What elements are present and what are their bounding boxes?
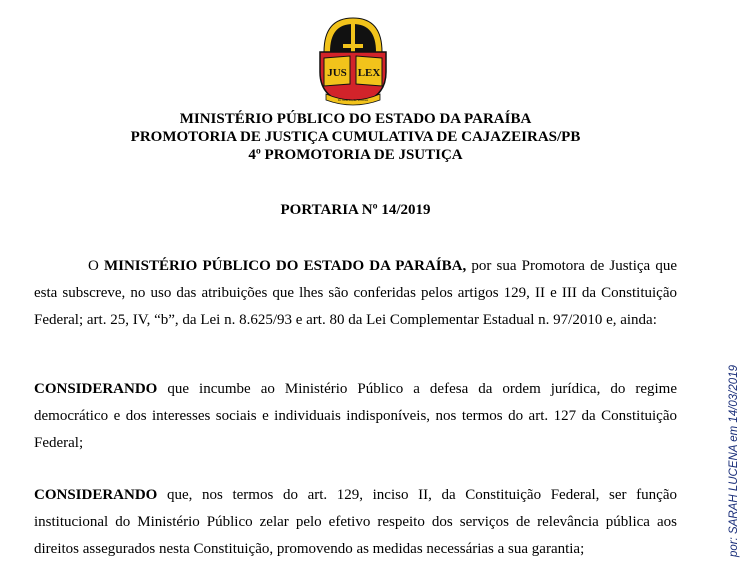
considerando-keyword: CONSIDERANDO: [34, 487, 158, 503]
emblem-motto: In Judicio, In Veritate: [337, 98, 369, 102]
signature-stamp-note: [724, 352, 744, 570]
emblem-left-band: JUS: [327, 67, 347, 79]
shield-icon: [316, 14, 390, 108]
intro-paragraph: [34, 253, 677, 334]
header-ministry: MINISTÉRIO PÚBLICO DO ESTADO DA PARAÍBA: [179, 111, 532, 127]
document-title: PORTARIA Nº 14/2019: [280, 202, 431, 218]
emblem-right-band: LEX: [357, 67, 381, 79]
considerando-text: que, nos termos do art. 129, inciso II, da Constituição Federal, ser função institucional do Ministério Público zelar pelo efetivo respeito dos serviços de relevância pública aos direitos assegurados nesta Constituição, promovendo as medidas necessárias a sua garantia;: [34, 487, 677, 557]
intro-text: por sua Promotora de Justiça que esta subscreve, no uso das atribuições que lhes são conferidas pelos artigos 129, II e III da Constituição Federal; art. 25, IV, “b”, da Lei n. 8.625/93 e art. 80 da Lei Complementar Estadual n. 97/2010 e, ainda:: [34, 258, 677, 328]
intro-prefix: O: [88, 258, 104, 274]
header-promotoria: PROMOTORIA DE JUSTIÇA CUMULATIVA DE CAJAZEIRAS/PB: [130, 129, 581, 145]
considerando-text: que incumbe ao Ministério Público a defesa da ordem jurídica, do regime democrático e dos interesses sociais e individuais indisponíveis, nos termos do art. 127 da Constituição Federal;: [34, 381, 677, 451]
intro-org: MINISTÉRIO PÚBLICO DO ESTADO DA PARAÍBA,: [103, 258, 467, 274]
document-header: [0, 110, 711, 164]
header-unit: 4º PROMOTORIA DE JSUTIÇA: [248, 147, 463, 163]
coat-of-arms-emblem: [316, 14, 390, 108]
considerando-paragraph-1: [34, 376, 677, 457]
considerando-paragraph-2: [34, 482, 677, 563]
considerando-keyword: CONSIDERANDO: [34, 381, 158, 397]
side-note-text: por: SARAH LUCENA em 14/03/2019: [728, 365, 740, 557]
